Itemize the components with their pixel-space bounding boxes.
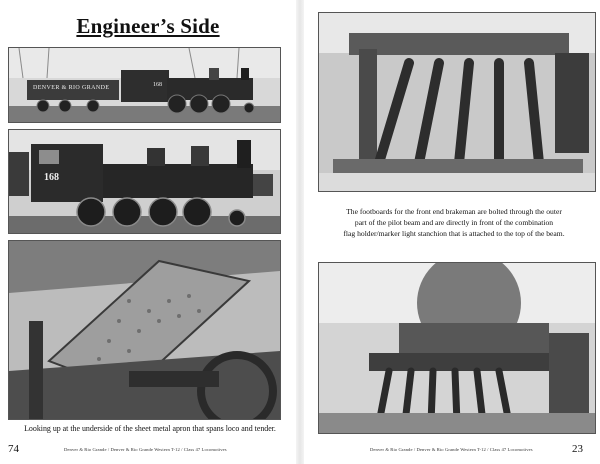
- photo-caption: Looking up at the underside of the sheet metal apron that spans loco and tender.: [24, 424, 276, 433]
- caption-line: part of the pilot beam and are directly in front of the combination: [354, 218, 554, 227]
- caption-line: flag holder/marker light stanchion that is attached to the top of the beam.: [343, 229, 565, 238]
- caption-line: The footboards for the front end brakeman are bolted through the outer: [346, 207, 562, 216]
- photo-caption: [314, 206, 594, 239]
- page-number: 23: [572, 443, 583, 455]
- cab-number: 168: [153, 82, 162, 88]
- pilot-footboards-photo: [318, 12, 596, 192]
- locomotive-side-photo-1: [8, 47, 281, 123]
- left-page: [0, 0, 296, 464]
- running-footer: Denver & Rio Grande / Denver & Rio Grande Western T-12 / Class 47 Locomotives: [370, 447, 533, 452]
- pilot-front-photo: [318, 262, 596, 434]
- tender-lettering: DENVER & RIO GRANDE: [33, 85, 110, 91]
- page-title: Engineer’s Side: [76, 14, 220, 38]
- running-footer: Denver & Rio Grande / Denver & Rio Grande Western T-12 / Class 47 Locomotives: [64, 447, 227, 452]
- cab-number: 168: [44, 172, 59, 183]
- apron-underside-photo: [8, 240, 281, 420]
- right-page: [304, 0, 600, 464]
- page-number: 74: [8, 443, 19, 455]
- locomotive-side-photo-2: [8, 129, 281, 234]
- book-gutter: [296, 0, 304, 464]
